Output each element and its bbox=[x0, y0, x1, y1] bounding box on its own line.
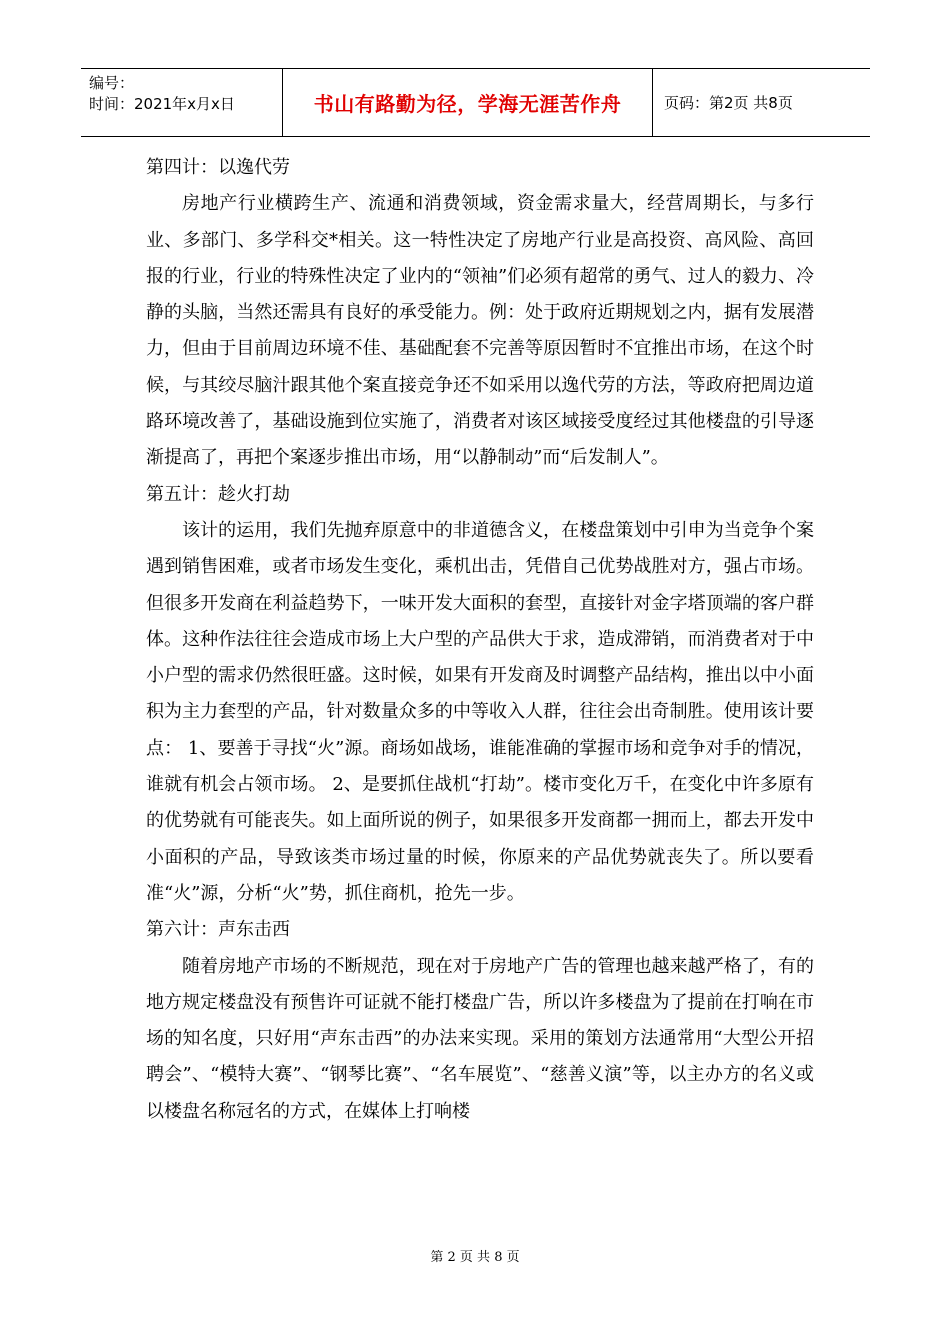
header-motto: 书山有路勤为径，学海无涯苦作舟 bbox=[283, 69, 653, 136]
document-body bbox=[146, 150, 814, 1130]
section-heading: 第五计：趁火打劫 bbox=[146, 483, 290, 505]
document-number-label: 编号： bbox=[89, 74, 135, 92]
section-heading: 第六计：声东击西 bbox=[146, 919, 290, 941]
section-paragraph: 该计的运用，我们先抛弃原意中的非道德含义，在楼盘策划中引申为当竞争个案遇到销售困难，或者市场发生变化，乘机出击，凭借自己优势战胜对方，强占市场。但很多开发商在利益趋势下，一味开发大面积的套型，直接针对金字塔顶端的客户群体。这种作法往往会造成市场上大户型的产品供大于求，造成滞销，而消费者对于中小户型的需求仍然很旺盛。这时候，如果有开发商及时调整产品结构，推出以中小面积为主力套型的产品，针对数量众多的中等收入人群，往往会出奇制胜。使用该计要点： 1、要善于寻找“火”源。商场如战场，谁能准确的掌握市场和竞争对手的情况，谁就有机会占领市场。 2、是要抓住战机“打劫”。楼市变化万千，在变化中许多原有的优势就有可能丧失。如上面所说的例子，如果很多开发商都一拥而上，都去开发中小面积的产品，导致该类市场过量的时候，你原来的产品优势就丧失了。所以要看准“火”源，分析“火”势，抓住商机，抢先一步。 bbox=[146, 519, 814, 904]
document-date-label: 时间：2021年x月x日 bbox=[89, 95, 235, 113]
section-paragraph: 房地产行业横跨生产、流通和消费领域，资金需求量大，经营周期长，与多行业、多部门、多学科交*相关。这一特性决定了房地产行业是高投资、高风险、高回报的行业，行业的特殊性决定了业内的“领袖”们必须有超常的勇气、过人的毅力、冷静的头脑，当然还需具有良好的承受能力。例：处于政府近期规划之内，据有发展潜力，但由于目前周边环境不佳、基础配套不完善等原因暂时不宜推出市场，在这个时候，与其绞尽脑汁跟其他个案直接竞争还不如采用以逸代劳的方法，等政府把周边道路环境改善了，基础设施到位实施了，消费者对该区域接受度经过其他楼盘的引导逐渐提高了，再把个案逐步推出市场，用“以静制动”而“后发制人”。 bbox=[146, 193, 814, 469]
page-footer: 第 2 页 共 8 页 bbox=[430, 1250, 520, 1265]
header-meta bbox=[81, 69, 283, 136]
section-paragraph: 随着房地产市场的不断规范，现在对于房地产广告的管理也越来越严格了，有的地方规定楼盘没有预售许可证就不能打楼盘广告，所以许多楼盘为了提前在打响在市场的知名度，只好用“声东击西”的办法来实现。采用的策划方法通常用“大型公开招聘会”、“模特大赛”、“钢琴比赛”、“名车展览”、“慈善义演”等，以主办方的名义或以楼盘名称冠名的方式，在媒体上打响楼 bbox=[146, 955, 814, 1122]
section-heading: 第四计：以逸代劳 bbox=[146, 157, 290, 178]
header-page-number: 页码：第2页 共8页 bbox=[664, 94, 793, 112]
page-header bbox=[81, 68, 870, 137]
